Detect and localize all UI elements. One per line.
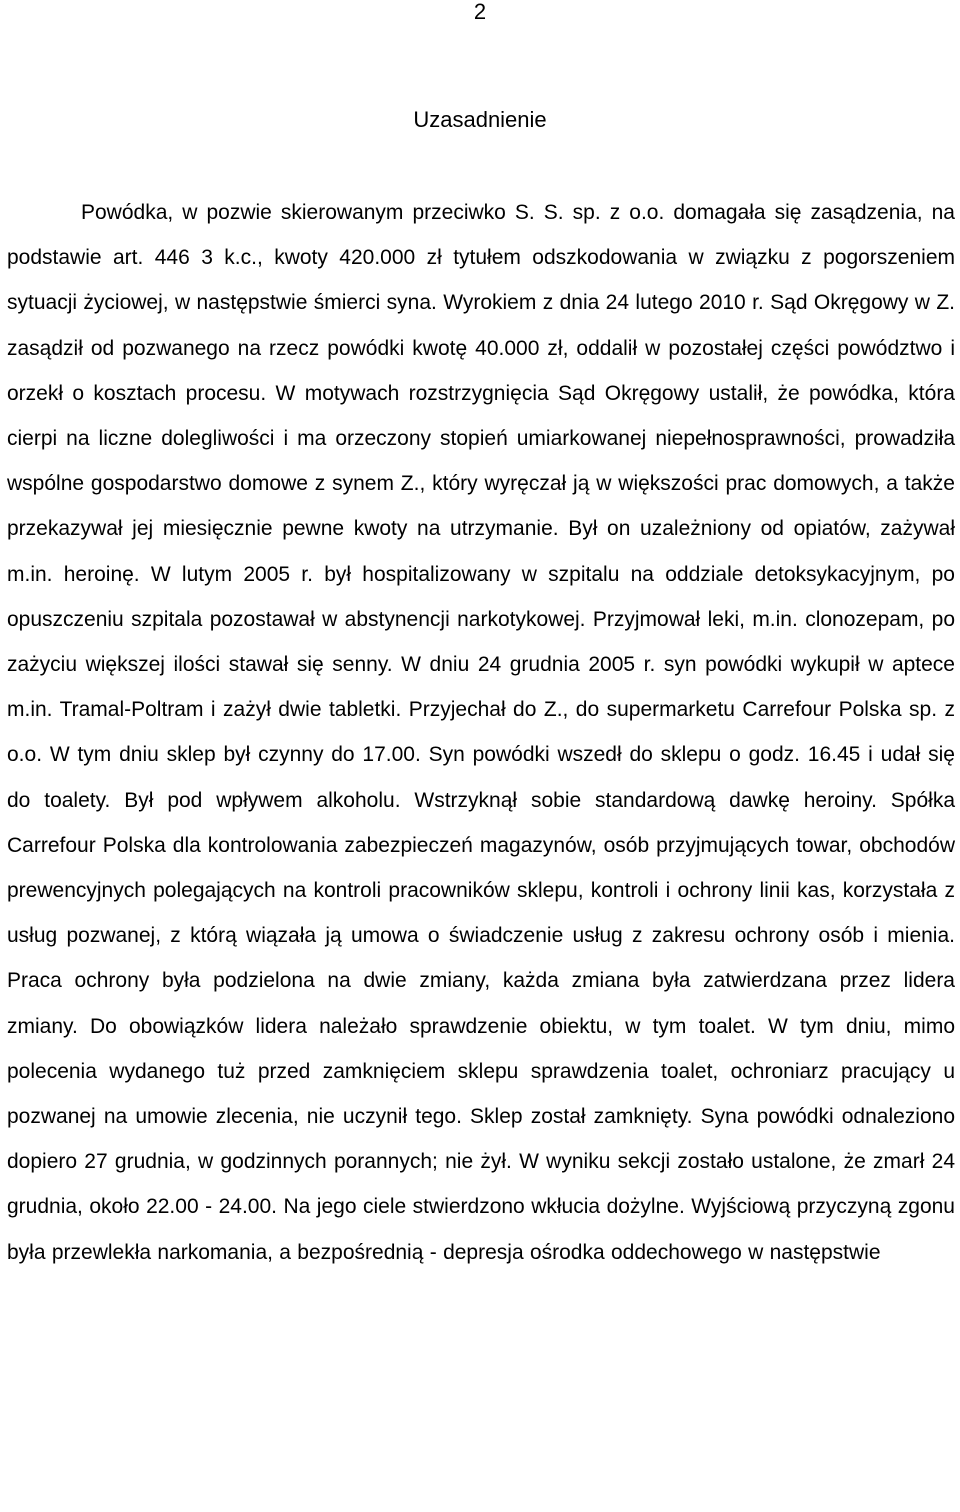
page-number: 2 bbox=[473, 0, 487, 24]
body-paragraph: Powódka, w pozwie skierowanym przeciwko S. S. sp. z o.o. domagała się zasądzenia, na podstawie art. 446 3 k.c., kwoty 420.000 zł tytułem odszkodowania w związku z pogorszeniem sytuacji życiowej, w następstwie śmierci syna. Wyrokiem z dnia 24 lutego 2010 r. Sąd Okręgowy w Z. zasądził od pozwanego na rzecz powódki kwotę 40.000 zł, oddalił w pozostałej części powództwo i orzekł o kosztach procesu. W motywach rozstrzygnięcia Sąd Okręgowy ustalił, że powódka, która cierpi na liczne dolegliwości i ma orzeczony stopień umiarkowanej niepełnosprawności, prowadziła wspólne gospodarstwo domowe z synem Z., który wyręczał ją w większości prac domowych, a także przekazywał jej miesięcznie pewne kwoty na utrzymanie. Był on uzależniony od opiatów, zażywał m.in. heroinę. W lutym 2005 r. był hospitalizowany w szpitalu na oddziale detoksykacyjnym, po opuszczeniu szpitala pozostawał w abstynencji narkotykowej. Przyjmował leki, m.in. clonozepam, po zażyciu większej ilości stawał się senny. W dniu 24 grudnia 2005 r. syn powódki wykupił w aptece m.in. Tramal-Poltram i zażył dwie tabletki. Przyjechał do Z., do supermarketu Carrefour Polska sp. z o.o. W tym dniu sklep był czynny do 17.00. Syn powódki wszedł do sklepu o godz. 16.45 i udał się do toalety. Był pod wpływem alkoholu. Wstrzyknął sobie standardową dawkę heroiny. Spółka Carrefour Polska dla kontrolowania zabezpieczeń magazynów, osób przyjmujących towar, obchodów prewencyjnych polegających na kontroli pracowników sklepu, kontroli i ochrony linii kas, korzystała z usług pozwanej, z którą wiązała ją umowa o świadczenie usług z zakresu ochrony osób i mienia. Praca ochrony była podzielona na dwie zmiany, każda zmiana była zatwierdzana przez lidera zmiany. Do obowiązków lidera należało sprawdzenie obiektu, w tym toalet. W tym dniu, mimo polecenia wydanego tuż przed zamknięciem sklepu sprawdzenia toalet, ochroniarz pracujący u pozwanej na umowie zlecenia, nie uczynił tego. Sklep został zamknięty. Syna powódki odnaleziono dopiero 27 grudnia, w godzinnych porannych; nie żył. W wyniku sekcji zostało ustalone, że zmarł 24 grudnia, około 22.00 - 24.00. Na jego ciele stwierdzono wkłucia dożylne. Wyjściową przyczyną zgonu była przewlekła narkomania, a bezpośrednią - depresja ośrodka oddechowego w następstwie bbox=[7, 201, 955, 1264]
page-title: Uzasadnienie bbox=[413, 107, 547, 132]
